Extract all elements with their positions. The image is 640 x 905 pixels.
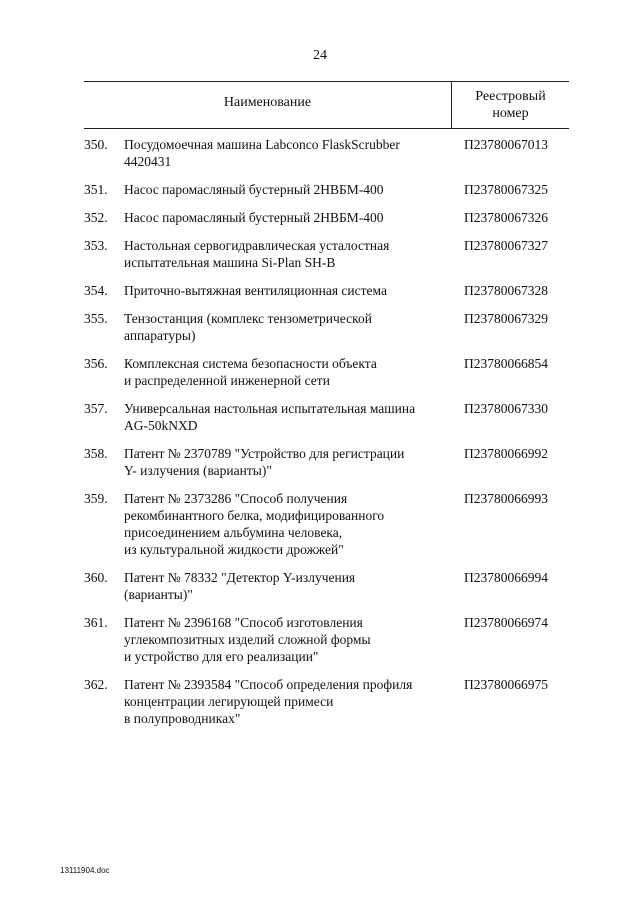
row-registry-number: П23780067330: [464, 401, 548, 416]
row-item-name: Универсальная настольная испытательная машина AG-50kNXD: [124, 401, 416, 433]
table-row: [84, 310, 574, 344]
table-row: [84, 400, 574, 434]
table-body: [84, 136, 574, 738]
row-item-name: Насос паромасляный бустерный 2НВБМ-400: [124, 210, 384, 225]
row-item-name: Приточно-вытяжная вентиляционная система: [124, 283, 387, 298]
row-number: 356.: [84, 356, 108, 371]
table-header-bottom-rule: [84, 128, 569, 129]
row-registry-number: П23780066975: [464, 677, 548, 692]
row-item-name: Патент № 2370789 "Устройство для регистрации Y- излучения (варианты)": [124, 446, 405, 478]
column-header-registry-line1: Реестровый: [475, 89, 546, 104]
row-registry-number: П23780066974: [464, 615, 548, 630]
table-row: [84, 355, 574, 389]
table-row: [84, 282, 574, 299]
column-header-name: Наименование: [223, 95, 312, 110]
row-number: 353.: [84, 238, 108, 253]
row-number: 352.: [84, 210, 108, 225]
row-item-name: Комплексная система безопасности объекта и распределенной инженерной сети: [124, 356, 377, 388]
table-row: [84, 445, 574, 479]
table-row: [84, 614, 574, 665]
row-number: 359.: [84, 491, 108, 506]
table-header-top-rule: [84, 81, 569, 82]
row-registry-number: П23780067013: [464, 137, 548, 152]
row-registry-number: П23780066854: [464, 356, 548, 371]
table-row: [84, 237, 574, 271]
table-row: [84, 490, 574, 558]
row-number: 361.: [84, 615, 108, 630]
row-number: 358.: [84, 446, 108, 461]
table-row: [84, 136, 574, 170]
row-item-name: Насос паромасляный бустерный 2НВБМ-400: [124, 182, 384, 197]
table-row: [84, 209, 574, 226]
row-registry-number: П23780067328: [464, 283, 548, 298]
row-number: 350.: [84, 137, 108, 152]
row-item-name: Настольная сервогидравлическая усталостная испытательная машина Si-Plan SH-B: [124, 238, 390, 270]
table-row: [84, 569, 574, 603]
row-number: 360.: [84, 570, 108, 585]
row-number: 362.: [84, 677, 108, 692]
row-registry-number: П23780066993: [464, 491, 548, 506]
row-number: 357.: [84, 401, 108, 416]
row-number: 355.: [84, 311, 108, 326]
table-row: [84, 676, 574, 727]
row-item-name: Патент № 2373286 "Способ получения рекомбинантного белка, модифицированного присоединением альбумина человека, из культуральной жидкости дрожжей": [124, 491, 385, 557]
row-item-name: Посудомоечная машина Labconco FlaskScrubber 4420431: [124, 137, 400, 169]
row-registry-number: П23780067326: [464, 210, 548, 225]
column-header-registry-line2: номер: [492, 106, 529, 121]
row-registry-number: П23780067327: [464, 238, 548, 253]
column-header-registry: [452, 88, 569, 122]
row-item-name: Патент № 2396168 "Способ изготовления углекомпозитных изделий сложной формы и устройство для его реализации": [124, 615, 371, 664]
page-number: 24: [313, 48, 327, 63]
footer-filename: 13111904.doc: [60, 866, 110, 875]
row-registry-number: П23780066994: [464, 570, 548, 585]
row-registry-number: П23780067325: [464, 182, 548, 197]
table-row: [84, 181, 574, 198]
row-number: 351.: [84, 182, 108, 197]
row-item-name: Патент № 78332 "Детектор Y-излучения (варианты)": [124, 570, 356, 602]
row-item-name: Патент № 2393584 "Способ определения профиля концентрации легирующей примеси в полупроводниках": [124, 677, 413, 726]
row-number: 354.: [84, 283, 108, 298]
row-registry-number: П23780067329: [464, 311, 548, 326]
row-registry-number: П23780066992: [464, 446, 548, 461]
row-item-name: Тензостанция (комплекс тензометрической аппаратуры): [124, 311, 372, 343]
